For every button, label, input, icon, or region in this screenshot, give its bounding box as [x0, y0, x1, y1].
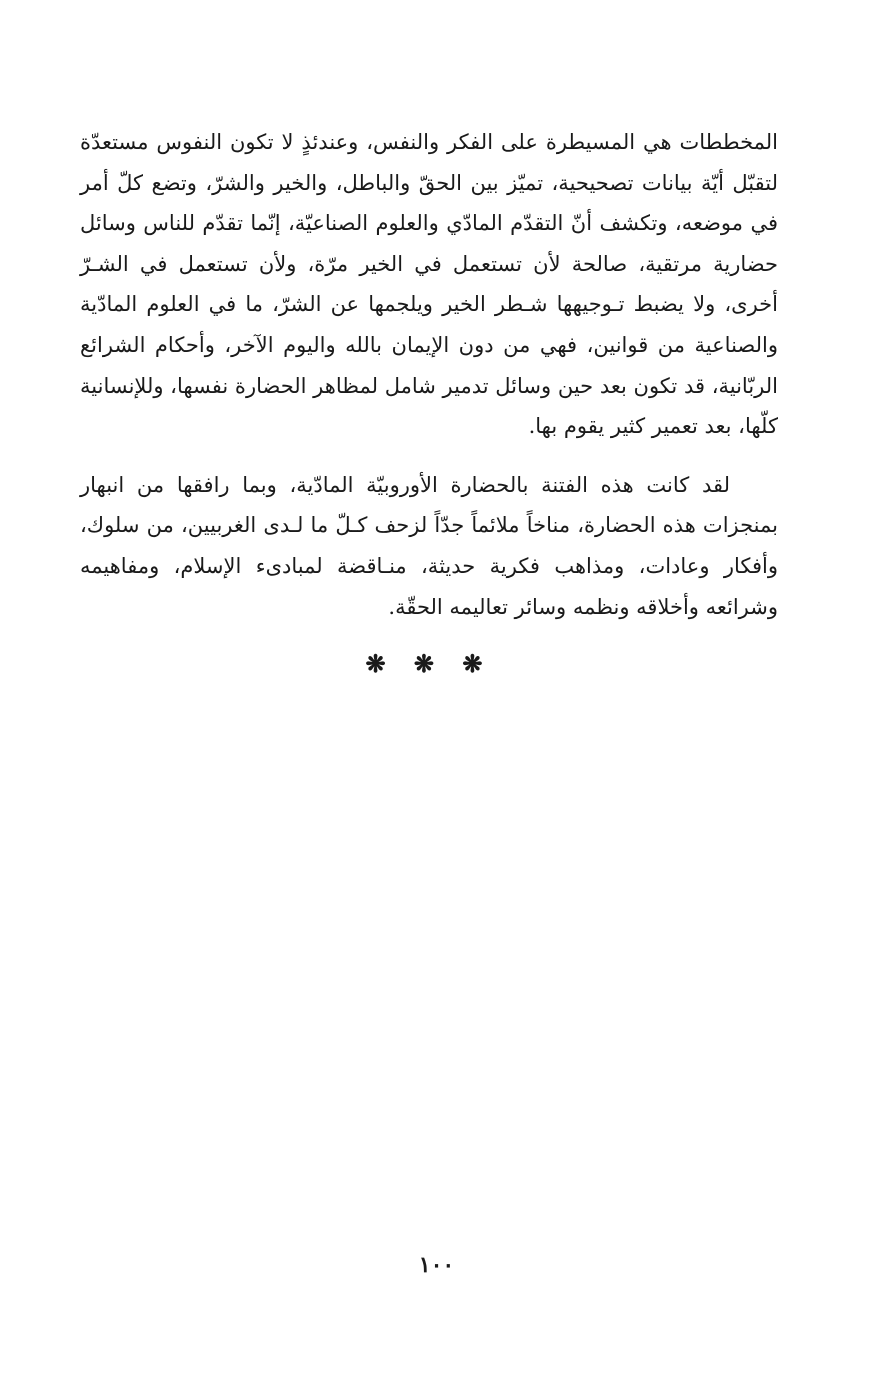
paragraph-1: المخططات هي المسيطرة على الفكر والنفس، وعندئذٍ لا تكون النفوس مستعدّة لتقبّل أيّة بيانات تصحيحية، تميّز بين الحقّ والباطل، والخير والشرّ، وتضع كلّ أمر في موضعه، وتكشف أنّ التقدّم المادّي والعلوم الصناعيّة، إنّما تقدّم للناس وسائل حضارية مرتقية، صالحة لأن تستعمل في الخير مرّة، ولأن تستعمل في الشـرّ أخرى، ولا يضبط تـوجيهها شـطر الخير ويلجمها عن الشرّ، ما في العلوم المادّية والصناعية من قوانين، فهي من دون الإيمان بالله واليوم الآخر، وأحكام الشرائع الربّانية، قد تكون بعد حين وسائل تدمير شامل لمظاهر الحضارة نفسها، وللإنسانية كلّها، بعد تعمير كثير يقوم بها.	[80, 130, 778, 439]
paragraph-2: لقد كانت هذه الفتنة بالحضارة الأوروبيّة المادّية، وبما رافقها من انبهار بمنجزات هذه الحضارة، مناخاً ملائماً جدّاً لزحف كـلّ ما لـدى الغربيين، من سلوك، وأفكار وعادات، ومذاهب فكرية حديثة، منـاقضة لمبادىء الإسلام، ومفاهيمه وشرائعه وأخلاقه ونظمه وسائر تعاليمه الحقّة.	[80, 472, 778, 619]
page-body	[80, 122, 778, 678]
section-separator: ❋ ❋ ❋	[365, 649, 493, 679]
page-number: ١٠٠	[418, 1252, 455, 1278]
